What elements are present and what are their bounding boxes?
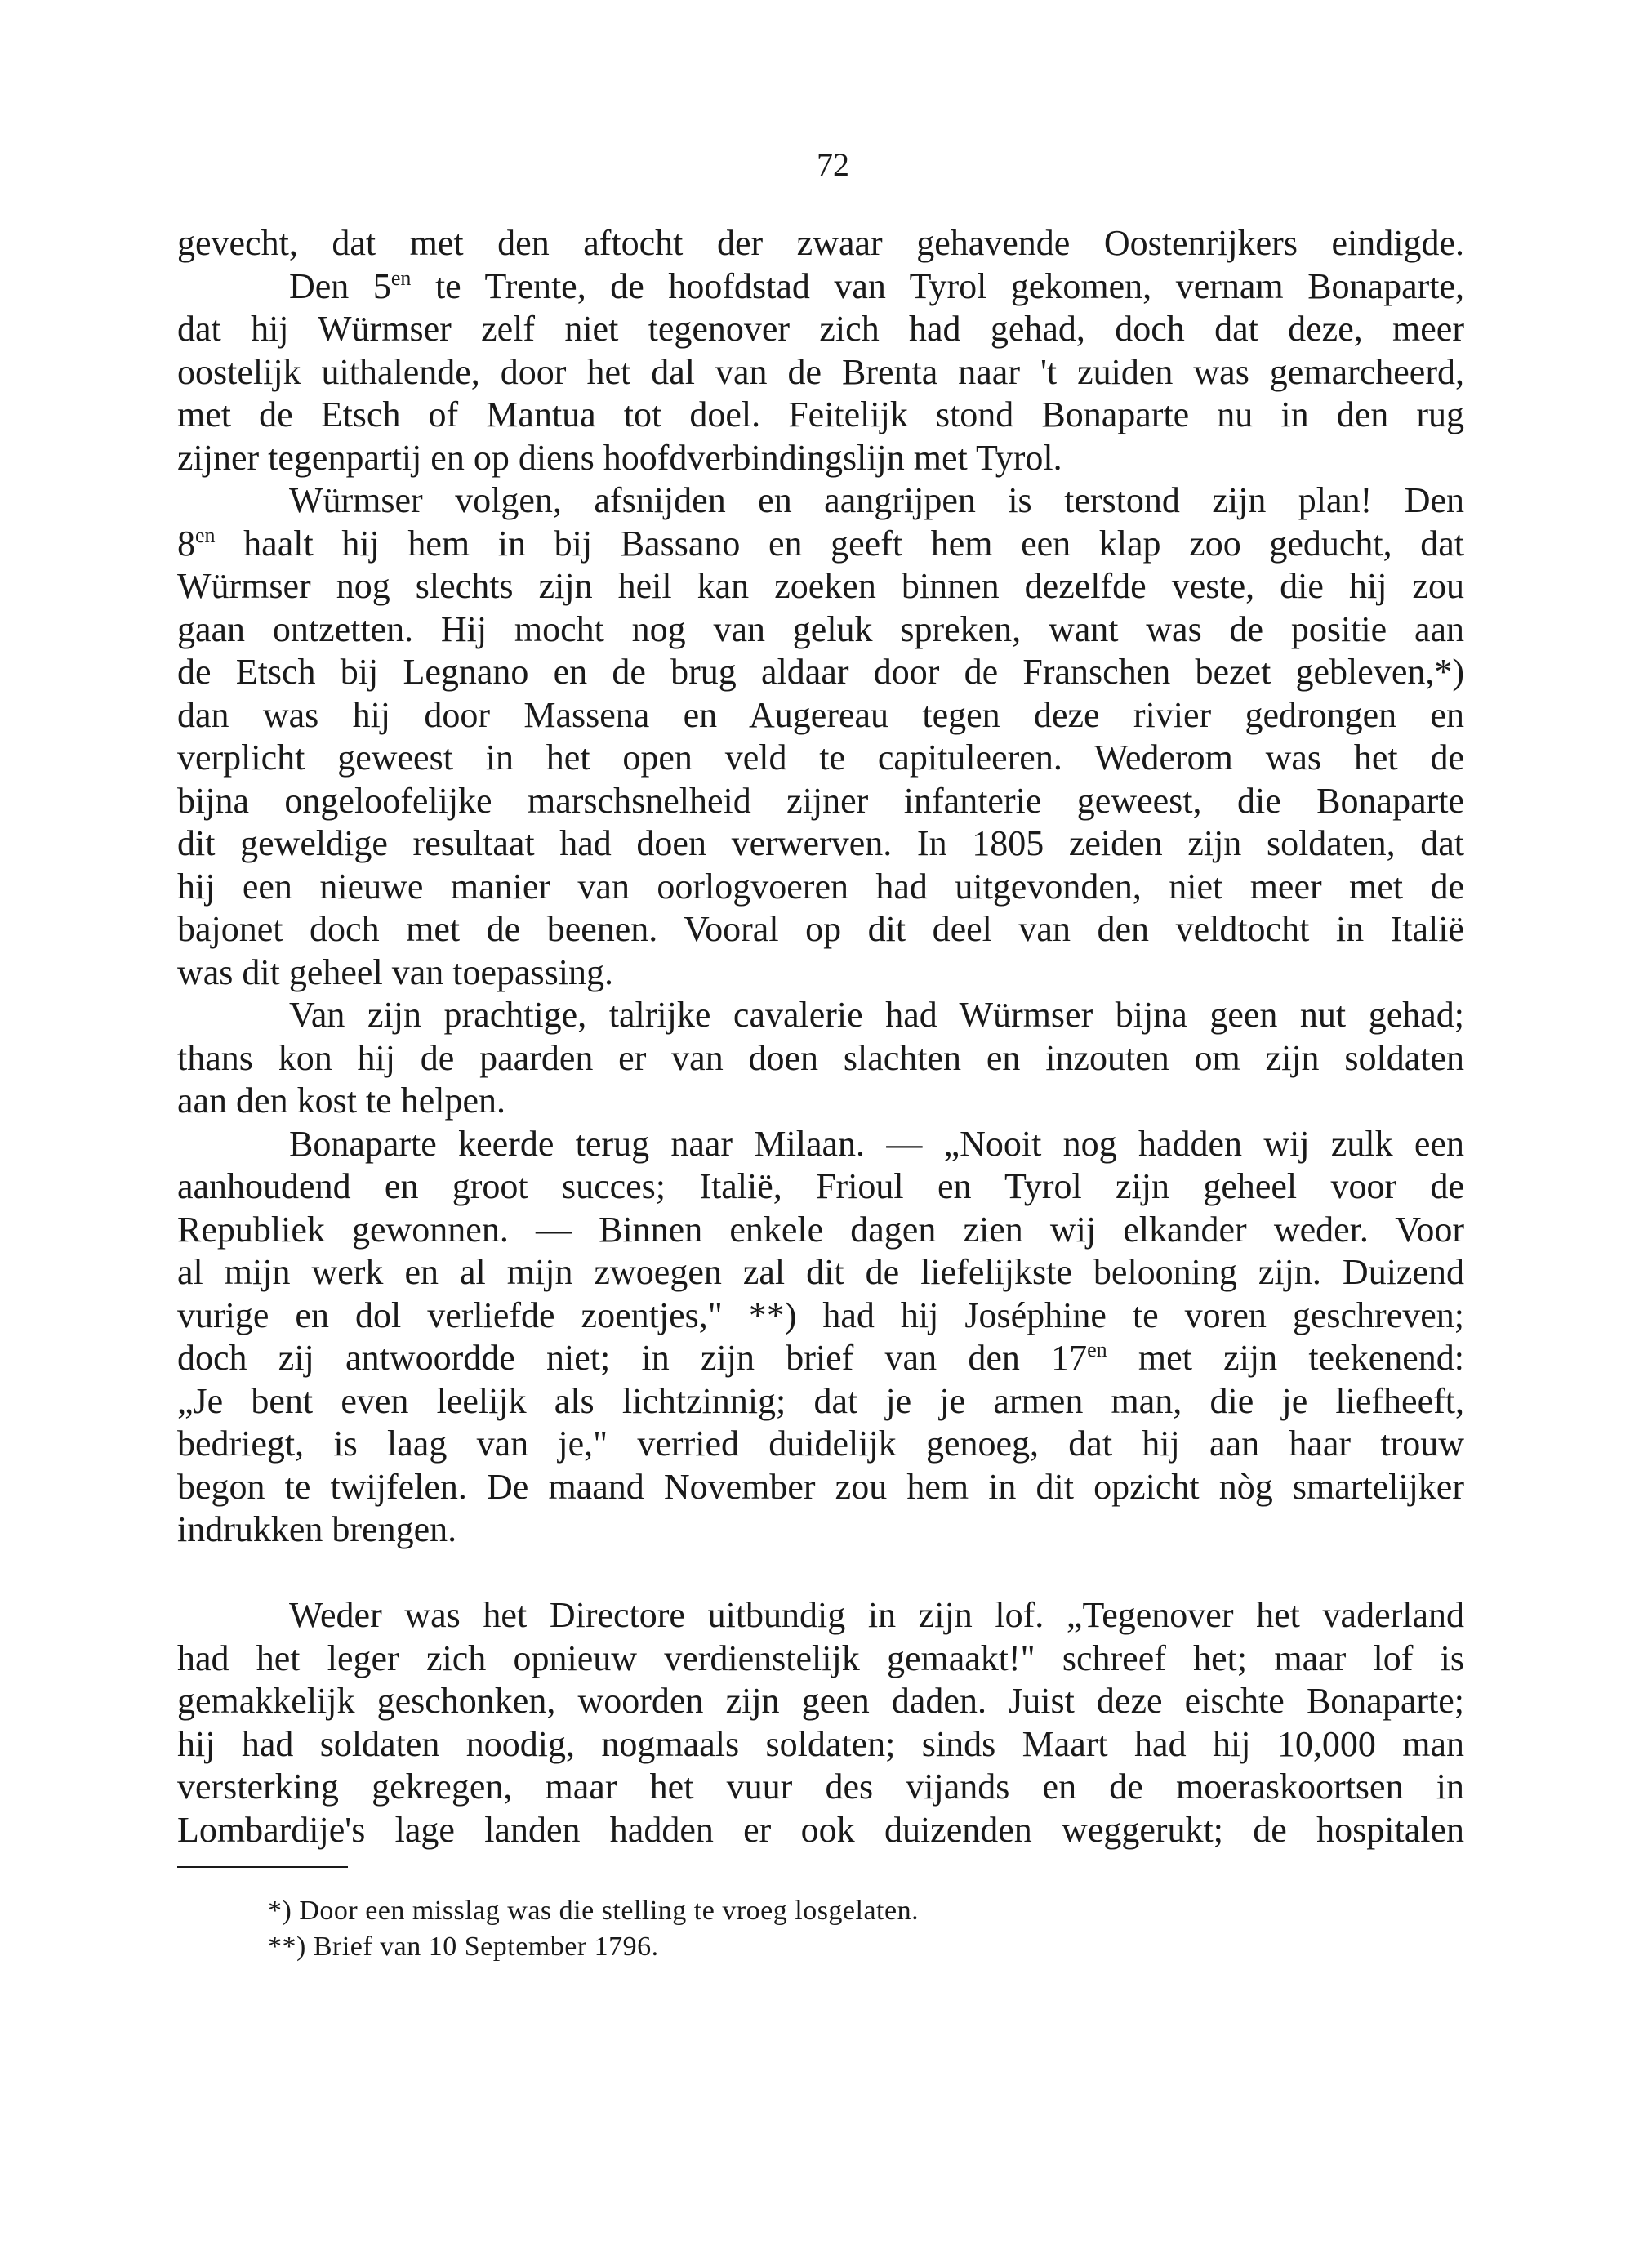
text-line — [177, 479, 1464, 523]
text-line — [177, 608, 1464, 652]
text-line-content: Lombardije's lage landen hadden er ook duizenden weggerukt; de hospitalen — [177, 1809, 1464, 1850]
text-line — [177, 1380, 1464, 1424]
text-line — [177, 908, 1464, 951]
text-line-content: Den 5 — [289, 265, 391, 306]
text-line — [177, 308, 1464, 351]
text-line-content: 8 — [177, 523, 195, 564]
text-line — [177, 822, 1464, 866]
text-line — [177, 1766, 1464, 1809]
text-line — [177, 1809, 1464, 1852]
text-line-content: thans kon hij de paarden er van doen slachten en inzouten om zijn soldaten — [177, 1037, 1464, 1078]
text-line-content: Republiek gewonnen. — Binnen enkele dagen zien wij elkander weder. Voor — [177, 1209, 1464, 1250]
text-line-content: al mijn werk en al mijn zwoegen zal dit de liefelijkste belooning zijn. Duizend — [177, 1252, 1464, 1292]
text-line — [177, 1680, 1464, 1723]
text-line-content: hij een nieuwe manier van oorlogvoeren had uitgevonden, niet meer met de — [177, 866, 1464, 907]
text-line — [177, 951, 1464, 995]
text-line — [177, 1337, 1464, 1380]
text-line — [177, 351, 1464, 394]
text-line-content: verplicht geweest in het open veld te capituleeren. Wederom was het de — [177, 737, 1464, 778]
text-line-continuation: te Trente, de hoofdstad van Tyrol gekomen, vernam Bonaparte, — [411, 265, 1465, 306]
text-line-content: Weder was het Directore uitbundig in zijn lof. „Tegenover het vaderland — [289, 1595, 1464, 1635]
page-number: 72 — [817, 146, 849, 183]
footnote: **) Brief van 10 September 1796. — [268, 1932, 659, 1962]
text-line — [177, 1037, 1464, 1081]
text-line-content: bijna ongeloofelijke marschsnelheid zijner infanterie geweest, die Bonaparte — [177, 780, 1464, 821]
text-line — [177, 1508, 1464, 1552]
text-line — [177, 1123, 1464, 1166]
text-line — [177, 222, 1464, 265]
text-line-content: Würmser volgen, afsnijden en aangrijpen is terstond zijn plan! Den — [289, 480, 1464, 520]
text-line-content: Würmser nog slechts zijn heil kan zoeken binnen dezelfde veste, die hij zou — [177, 566, 1464, 606]
text-line-content: indrukken brengen. — [177, 1509, 457, 1549]
body-text — [177, 222, 1464, 1851]
paragraph-gap — [177, 1552, 1464, 1595]
text-line-content: dan was hij door Massena en Augereau tegen deze rivier gedrongen en — [177, 694, 1464, 735]
text-line-content: was dit geheel van toepassing. — [177, 951, 613, 992]
text-line — [177, 1251, 1464, 1294]
text-line-content: Van zijn prachtige, talrijke cavalerie had Würmser bijna geen nut gehad; — [289, 995, 1464, 1035]
text-line — [177, 1165, 1464, 1209]
text-line — [177, 1466, 1464, 1509]
ordinal-superscript: en — [390, 265, 412, 290]
text-line — [177, 994, 1464, 1037]
text-line-content: gemakkelijk geschonken, woorden zijn geen daden. Juist deze eischte Bonaparte; — [177, 1681, 1464, 1721]
text-line-continuation: haalt hij hem in bij Bassano en geeft hem een klap zoo geducht, dat — [215, 523, 1464, 564]
text-line — [177, 1080, 1464, 1123]
text-line-content: dat hij Würmser zelf niet tegenover zich had gehad, doch dat deze, meer — [177, 309, 1464, 349]
text-line — [177, 523, 1464, 566]
text-line-content: begon te twijfelen. De maand November zou hem in dit opzicht nòg smartelijker — [177, 1466, 1464, 1507]
text-line-content: bedriegt, is laag van je," verried duidelijk genoeg, dat hij aan haar trouw — [177, 1424, 1464, 1464]
text-line — [177, 437, 1464, 480]
text-line-content: „Je bent even leelijk als lichtzinnig; dat je je armen man, die je liefheeft, — [177, 1380, 1464, 1421]
text-line-content: had het leger zich opnieuw verdienstelijk gemaakt!" schreef het; maar lof is — [177, 1638, 1464, 1678]
text-line-content: aanhoudend en groot succes; Italië, Frioul en Tyrol zijn geheel voor de — [177, 1166, 1464, 1206]
text-line — [177, 265, 1464, 309]
text-line-content: oostelijk uithalende, door het dal van de Brenta naar 't zuiden was gemarcheerd, — [177, 351, 1464, 392]
text-line-content: doch zij antwoordde niet; in zijn brief van den 17 — [177, 1338, 1088, 1378]
text-line-content: Bonaparte keerde terug naar Milaan. — „Nooit nog hadden wij zulk een — [289, 1123, 1464, 1164]
text-line — [177, 780, 1464, 823]
footnote-divider — [177, 1866, 348, 1868]
text-line — [177, 394, 1464, 437]
text-line-content: hij had soldaten noodig, nogmaals soldaten; sinds Maart had hij 10,000 man — [177, 1723, 1464, 1764]
text-line — [177, 866, 1464, 909]
text-line — [177, 1594, 1464, 1638]
footnote: *) Door een misslag was die stelling te vroeg losgelaten. — [268, 1896, 920, 1926]
text-line — [177, 1638, 1464, 1681]
text-line — [177, 1209, 1464, 1252]
text-line-content: zijner tegenpartij en op diens hoofdverbindingslijn met Tyrol. — [177, 437, 1062, 478]
text-line-content: dit geweldige resultaat had doen verwerven. In 1805 zeiden zijn soldaten, dat — [177, 823, 1464, 863]
text-line — [177, 651, 1464, 694]
text-line-content: vurige en dol verliefde zoentjes," **) had hij Joséphine te voren geschreven; — [177, 1294, 1464, 1335]
text-line — [177, 565, 1464, 608]
text-line — [177, 1723, 1464, 1767]
text-line-content: de Etsch bij Legnano en de brug aldaar door de Franschen bezet gebleven,*) — [177, 652, 1464, 692]
text-line-content: bajonet doch met de beenen. Vooral op dit deel van den veldtocht in Italië — [177, 909, 1464, 949]
text-line-content: met de Etsch of Mantua tot doel. Feitelijk stond Bonaparte nu in den rug — [177, 394, 1464, 434]
ordinal-superscript: en — [195, 523, 216, 547]
text-line-content: gevecht, dat met den aftocht der zwaar gehavende Oostenrijkers eindigde. — [177, 223, 1464, 263]
text-line — [177, 1294, 1464, 1338]
text-line-content: aan den kost te helpen. — [177, 1081, 505, 1121]
text-line-content: gaan ontzetten. Hij mocht nog van geluk spreken, want was de positie aan — [177, 608, 1464, 649]
text-line-content: versterking gekregen, maar het vuur des vijands en de moeraskoortsen in — [177, 1767, 1464, 1807]
text-line — [177, 694, 1464, 737]
ordinal-superscript: en — [1087, 1338, 1107, 1361]
text-line — [177, 737, 1464, 780]
text-line-continuation: met zijn teekenend: — [1107, 1338, 1464, 1378]
text-line — [177, 1423, 1464, 1466]
footnotes — [268, 1893, 1493, 1965]
